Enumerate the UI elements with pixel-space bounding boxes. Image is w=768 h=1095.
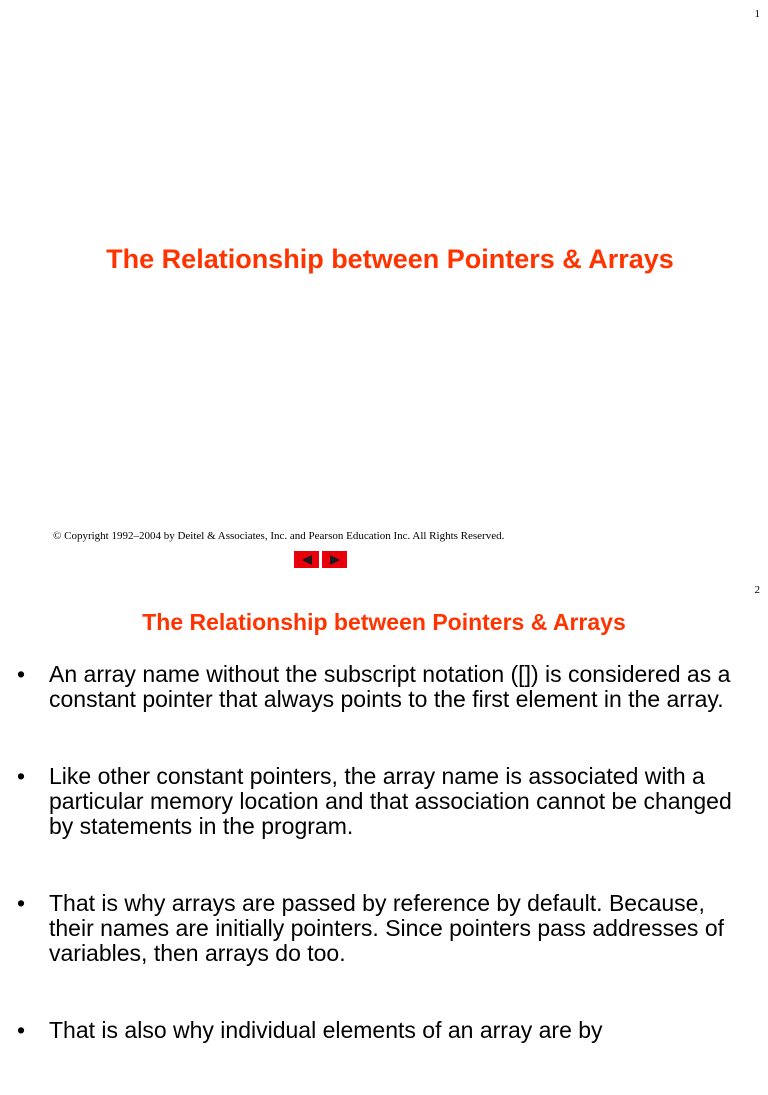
triangle-left-icon	[301, 555, 313, 565]
slide-2	[0, 576, 768, 1043]
slide-title: The Relationship between Pointers & Arrays	[106, 244, 674, 274]
bullet-item	[0, 1018, 768, 1043]
bullet-item	[0, 662, 768, 712]
slide-navigation	[294, 551, 347, 568]
bullet-text: That is why arrays are passed by reference by default. Because, their names are initially pointers. Since pointers pass addresses of variables, then arrays do too.	[49, 890, 725, 966]
previous-slide-button[interactable]	[294, 551, 319, 568]
bullet-list	[0, 662, 768, 1095]
bullet-text: That is also why individual elements of an array are by	[49, 1017, 603, 1043]
triangle-right-icon	[329, 555, 341, 565]
bullet-symbol: •	[17, 661, 26, 687]
page-number: 2	[754, 584, 760, 596]
bullet-symbol: •	[17, 890, 26, 916]
bullet-text: Like other constant pointers, the array name is associated with a particular memory location and that association cannot be changed by statements in the program.	[49, 763, 732, 839]
bullet-symbol: •	[17, 763, 26, 789]
copyright-notice: © Copyright 1992–2004 by Deitel & Associates, Inc. and Pearson Education Inc. All Rights Reserved.	[53, 530, 505, 542]
page-number: 1	[754, 8, 760, 20]
slide-title: The Relationship between Pointers & Arrays	[142, 609, 626, 635]
bullet-text: An array name without the subscript notation ([]) is considered as a constant pointer that always points to the first element in the array.	[49, 661, 731, 712]
bullet-item	[0, 764, 768, 839]
bullet-item	[0, 891, 768, 966]
next-slide-button[interactable]	[322, 551, 347, 568]
bullet-symbol: •	[17, 1017, 26, 1043]
